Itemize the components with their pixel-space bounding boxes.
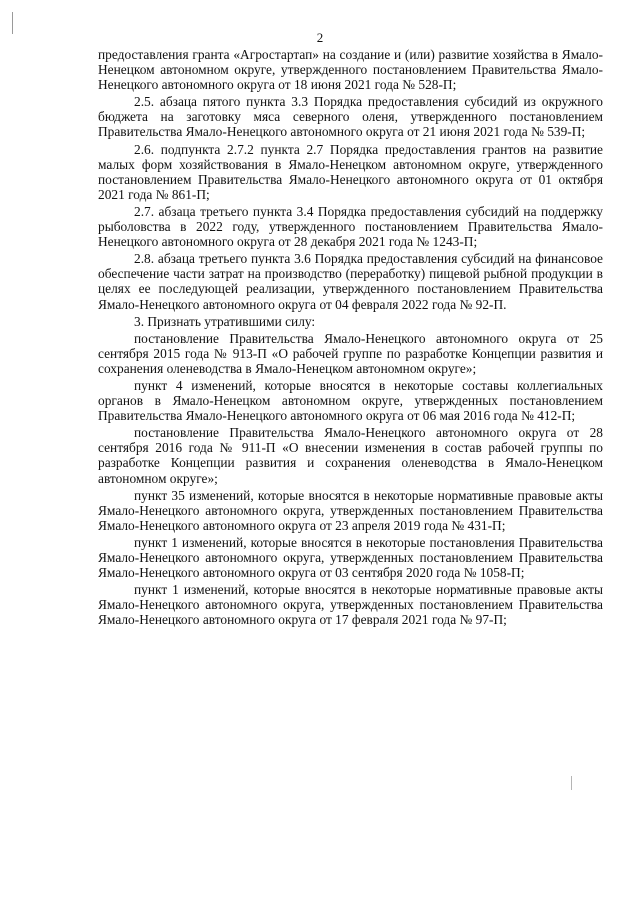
scan-mark-left — [12, 12, 13, 34]
page-number: 2 — [316, 30, 324, 45]
paragraph-repeal-913p: постановление Правительства Ямало-Ненецкого автономного округа от 25 сентября 2015 года № 913-П «О рабочей группе по разработке Концепции развития и сохранения оленеводства в Ямало-Ненецком автономном округе»; — [98, 330, 603, 376]
paragraph-repeal-1058p: пункт 1 изменений, которые вносятся в некоторые постановления Правительства Ямало-Ненецкого автономного округа, утвержденных постановлением Правительства Ямало-Ненецкого автономного округа от 03 сентября 2020 года № 1058-П; — [98, 534, 603, 581]
paragraph-2-7: 2.7. абзаца третьего пункта 3.4 Порядка предоставления субсидий на поддержку рыболовства в 2022 году, утвержденного постановлением Правительства Ямало-Ненецкого автономного округа от 28 декабря 2021 года № 1243-П; — [98, 203, 603, 250]
paragraph-2-8: 2.8. абзаца третьего пункта 3.6 Порядка предоставления субсидий на финансовое обеспечение части затрат на производство (переработку) пищевой рыбной продукции в целях ее последующей реализации, утвержденного постановлением Правительства Ямало-Ненецкого автономного округа от 04 февраля 2022 года № 92-П. — [98, 251, 603, 312]
paragraph-continued-2-4: предоставления гранта «Агростартап» на создание и (или) развитие хозяйства в Ямало-Ненецком автономном округе, утвержденного постановлением Правительства Ямало-Ненецкого автономного округа от 18 июня 2021 года № 528-П; — [98, 47, 603, 93]
paragraph-2-6: 2.6. подпункта 2.7.2 пункта 2.7 Порядка предоставления грантов на развитие малых форм хозяйствования в Ямало-Ненецком автономном округе, утвержденного постановлением Правительства Ямало-Ненецкого автономного округа от 01 октября 2021 года № 861-П; — [98, 141, 603, 202]
paragraph-repeal-97p: пункт 1 изменений, которые вносятся в некоторые нормативные правовые акты Ямало-Ненецкого автономного округа, утвержденных постановлением Правительства Ямало-Ненецкого автономного округа от 17 февраля 2021 года № 97-П; — [98, 582, 603, 628]
paragraph-repeal-911p: постановление Правительства Ямало-Ненецкого автономного округа от 28 сентября 2016 года № 911-П «О внесении изменения в состав рабочей группы по разработке Концепции развития и сохранения оленеводства в Ямало-Ненецком автономном округе»; — [98, 425, 603, 486]
scan-mark-right — [571, 776, 572, 790]
paragraph-repeal-412p: пункт 4 изменений, которые вносятся в некоторые составы коллегиальных органов в Ямало-Ненецком автономном округе, утвержденных постановлением Правительства Ямало-Ненецкого автономного округа от 06 мая 2016 года № 412-П; — [98, 377, 603, 424]
document-body — [98, 47, 603, 629]
paragraph-3: 3. Признать утратившими силу: — [134, 313, 316, 329]
paragraph-repeal-431p: пункт 35 изменений, которые вносятся в некоторые нормативные правовые акты Ямало-Ненецкого автономного округа, утвержденных постановлением Правительства Ямало-Ненецкого автономного округа от 23 апреля 2019 года № 431-П; — [98, 487, 603, 533]
paragraph-2-5: 2.5. абзаца пятого пункта 3.3 Порядка предоставления субсидий из окружного бюджета на заготовку мяса северного оленя, утвержденного постановлением Правительства Ямало-Ненецкого автономного округа от 21 июня 2021 года № 539-П; — [98, 94, 603, 140]
